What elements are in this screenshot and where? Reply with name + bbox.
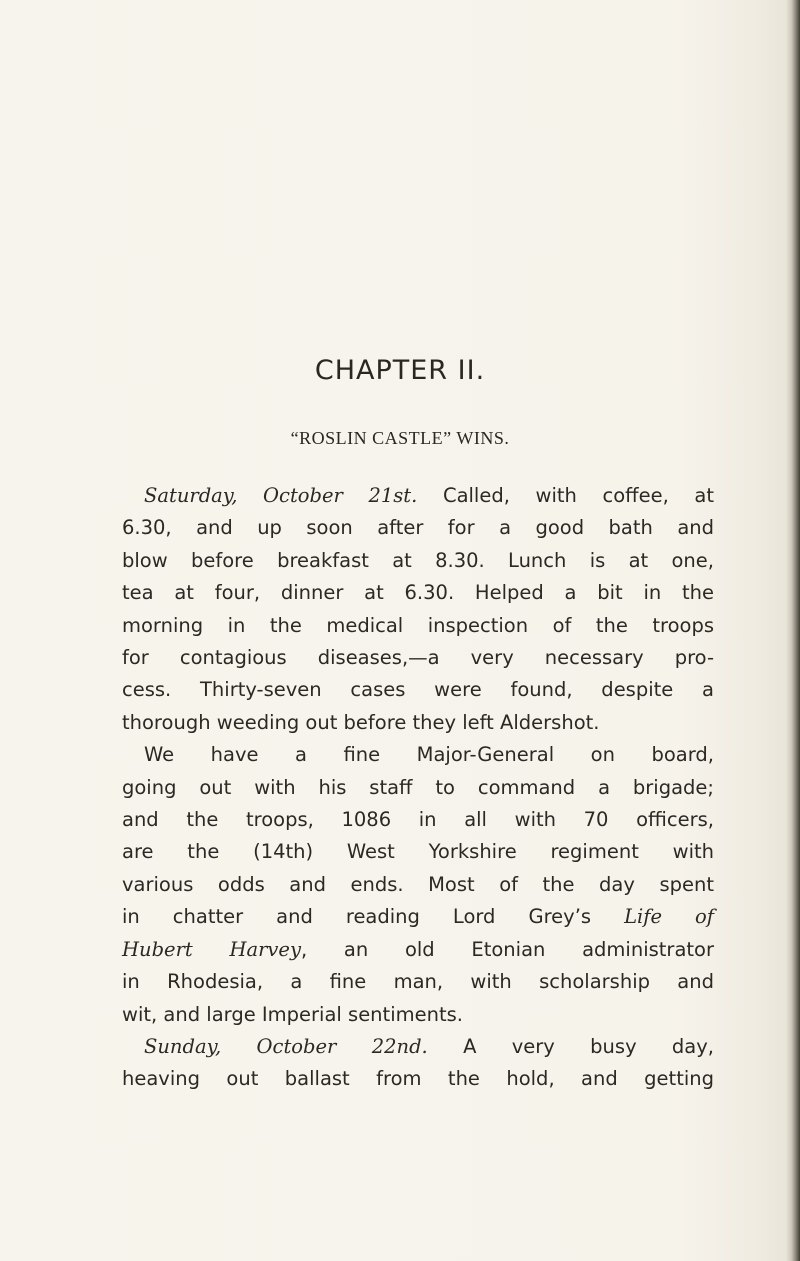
text-line: tea at four, dinner at 6.30. Helped a bit in the (122, 581, 714, 605)
text-line: morning in the medical inspection of the troops (122, 613, 714, 637)
chapter-title: CHAPTER II. (314, 355, 486, 386)
text-line: wit, and large Imperial sentiments. (122, 1002, 463, 1026)
text-line: thorough weeding out before they left Aldershot. (122, 710, 600, 734)
body-text (122, 480, 714, 1096)
text-line: Saturday, October 21st. Called, with coffee, at (144, 484, 714, 507)
text-line: We have a fine Major-General on board, (144, 743, 714, 767)
text-line: are the (14th) West Yorkshire regiment with (122, 840, 714, 864)
date-heading: Sunday, October (144, 1034, 337, 1058)
book-title: Hubert Harvey (122, 937, 301, 961)
text-line: various odds and ends. Most of the day spent (122, 872, 714, 896)
book-title: Life of (624, 905, 714, 929)
page-edge-shadow (786, 0, 800, 1261)
text-line: blow before breakfast at 8.30. Lunch is at one, (122, 548, 714, 572)
chapter-subtitle: “ROSLIN CASTLE” WINS. (290, 428, 510, 448)
date-heading: Saturday, October (144, 484, 343, 507)
text-line: Sunday, October 22nd. A very busy day, (144, 1034, 714, 1058)
text-line: going out with his staff to command a brigade; (122, 775, 714, 799)
text-line: heaving out ballast from the hold, and getting (122, 1067, 714, 1091)
text-line: for contagious diseases,—a very necessary pro- (122, 646, 714, 670)
date-ordinal: 22nd. (371, 1034, 428, 1058)
text-line: Hubert Harvey, an old Etonian administrator (122, 937, 714, 961)
text-line: and the troops, 1086 in all with 70 officers, (122, 808, 714, 832)
date-ordinal: 21st. (368, 484, 418, 507)
text-line: 6.30, and up soon after for a good bath and (122, 516, 714, 540)
text-line: in chatter and reading Lord Grey’s Life of (122, 905, 714, 929)
text-line: in Rhodesia, a fine man, with scholarship and (122, 970, 714, 994)
text-line: cess. Thirty-seven cases were found, despite a (122, 678, 714, 702)
